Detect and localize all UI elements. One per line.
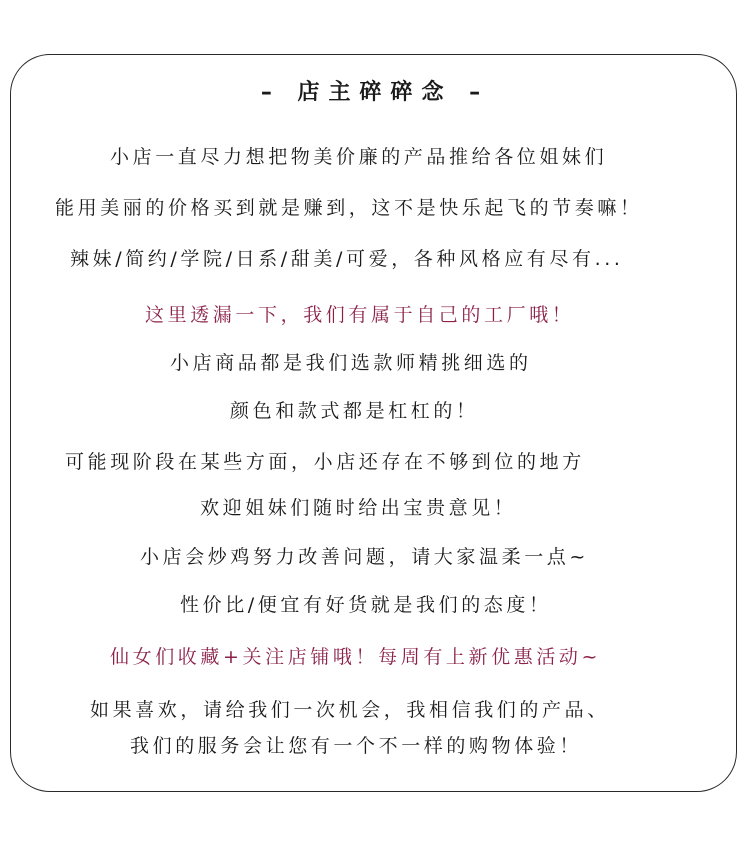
message-line-12: 如果喜欢，请给我们一次机会，我相信我们的产品、	[90, 699, 610, 721]
message-line-6: 颜色和款式都是杠杠的！	[230, 400, 479, 422]
message-line-3: 辣妹/简约/学院/日系/甜美/可爱，各种风格应有尽有...	[70, 248, 624, 270]
message-line-8: 欢迎姐妹们随时给出宝贵意见！	[200, 497, 517, 519]
page-title: – 店主碎碎念 –	[260, 80, 490, 105]
message-line-13: 我们的服务会让您有一个不一样的购物体验！	[130, 735, 583, 757]
message-line-10: 性价比/便宜有好货就是我们的态度！	[180, 594, 552, 616]
message-line-1: 小店一直尽力想把物美价廉的产品推给各位姐妹们	[110, 146, 608, 168]
message-line-9: 小店会炒鸡努力改善问题，请大家温柔一点~	[140, 546, 589, 568]
message-line-7: 可能现阶段在某些方面，小店还存在不够到位的地方	[65, 451, 585, 473]
message-line-2: 能用美丽的价格买到就是赚到，这不是快乐起飞的节奏嘛！	[55, 197, 643, 219]
factory-highlight-line: 这里透漏一下，我们有属于自己的工厂哦！	[145, 304, 575, 326]
follow-promo-line: 仙女们收藏+关注店铺哦！每周有上新优惠活动~	[110, 646, 602, 668]
message-line-5: 小店商品都是我们选款师精挑细选的	[170, 352, 532, 374]
